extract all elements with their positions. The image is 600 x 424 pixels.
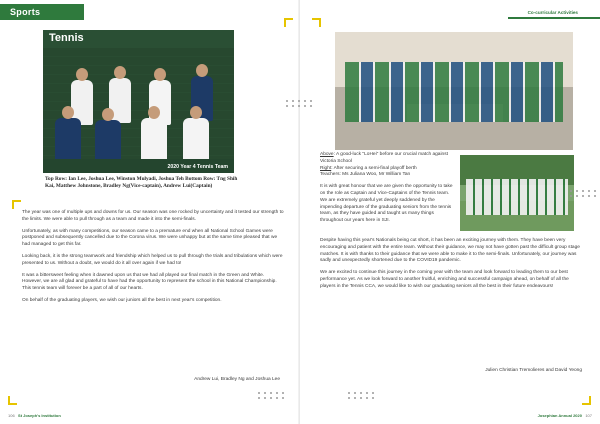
right-footer: [538, 413, 592, 418]
player-figure: [141, 118, 167, 163]
page-number: 106: [8, 413, 15, 418]
teachers: Teachers: Ms Juliana Woo, Mr William Tan: [320, 172, 411, 178]
photo-captions: [320, 152, 455, 230]
right-page: [300, 0, 600, 424]
player-figure: [55, 118, 81, 163]
tennis-team-photo: [43, 30, 234, 173]
footer-org: St Joseph's Institution: [18, 413, 61, 418]
paragraph: Looking back, it is the strong teamwork and friendship which helped us to pull through the trials and tribulations which were presented to us. Without a doubt, we would do it all over again if we had to!: [22, 253, 283, 266]
footer-org: Josephian Annual 2020: [537, 413, 582, 418]
caption-above-label: Above: [320, 152, 334, 157]
corner-bracket: [312, 18, 321, 27]
decorative-dots: [286, 100, 313, 107]
decorative-dots: [570, 190, 597, 197]
player-head: [190, 106, 202, 119]
semi-final-photo: [460, 155, 574, 231]
section-label-cca: Co-curricular Activities: [527, 10, 578, 15]
left-signature: Andrew Lui, Bradley Ng and Joshua Lee: [194, 377, 280, 382]
player-head: [114, 66, 126, 79]
paragraph: We are excited to continue this journey in the coming year with the team and look forward to leading them to our best performance yet. As we look forward to another fruitful, enriching and successful campaign ahead, on behalf of all the players in the Tennis CCA, we would like to wish our graduating seniors all the best in their future endeavours!: [320, 270, 569, 289]
photo-caption-strip: [43, 159, 234, 173]
corner-bracket: [582, 396, 591, 405]
left-footer: [8, 413, 61, 418]
team-group: [466, 179, 568, 215]
caption-above-text: : A good-luck "LoHei" before our crucial match against Victoria School: [320, 152, 448, 164]
player-head: [154, 68, 166, 81]
player-head: [196, 64, 208, 77]
caption-right-text: : After securing a semi-final playoff berth: [331, 165, 417, 171]
section-tab-sports: Sports: [0, 4, 84, 20]
paragraph: It is with great honour that we are given the opportunity to take on the role as Captain and Vice-Captains of the Tennis team. We are extremely grateful yet deeply saddened by the impending departure of the graduating seniors from the tennis team, as they have guided and taught us many things throughout our years here in SJI.: [320, 184, 453, 224]
team-group: [345, 62, 563, 122]
player-head: [76, 68, 88, 81]
photo-title: Tennis: [49, 32, 84, 44]
player-figure: [183, 118, 209, 163]
left-article: [22, 210, 284, 310]
paragraph: On behalf of the graduating players, we wish our juniors all the best in next year's competition.: [22, 297, 222, 303]
caption-above: [320, 152, 455, 166]
corner-bracket: [284, 18, 293, 27]
right-signature: Julien Christian Tremolieres and David Yeong: [485, 368, 582, 373]
player-head: [62, 106, 74, 119]
lohei-photo: [335, 32, 573, 150]
section-underline: [508, 17, 600, 19]
paragraph: Despite having this year's Nationals being cut short, it has been an exciting journey with them. They have been very encouraging and patient with the entire team. Without their guidance, we may not have gotten past the difficult group stage matches. It is with thanks to their guidance that we were able to make it to the semi-finals. Unfortunately, our journey was sadly and unexpectedly shortened due to the COVID19 pandemic.: [320, 238, 580, 264]
photo-caption: 2020 Year 4 Tennis Team: [167, 164, 228, 170]
page-number: 107: [585, 413, 592, 418]
player-head: [102, 108, 114, 121]
player-head: [148, 106, 160, 119]
paragraph: Unfortunately, as with many competitions, our season came to a premature end when all National School Games were postponed and subsequently cancelled due to the Corona virus. We were unhappy but at the same time pleased that we had managed to get this far.: [22, 228, 278, 248]
decorative-dots: [258, 392, 285, 399]
caption-right-label: Right: [320, 165, 332, 171]
team-names: Top Row: Ian Lee, Joshua Lee, Winston Mulyadi, Joshua Teh Bottom Row: Tng Shih Kai, Matthew Johnstone, Bradley Ng(Vice-captain), Andrew Lui(Captain): [45, 176, 238, 190]
photo-title-bar: [43, 30, 234, 48]
decorative-dots: [348, 392, 375, 399]
corner-bracket: [8, 396, 17, 405]
paragraph: It was a bittersweet feeling when it dawned upon us that we had all played our final match in the Green and White. However, we are all glad and grateful to have had the opportunity to represent the school in this National Championship. This tennis team will forever be a part of all of our hearts.: [22, 272, 277, 292]
paragraph: The year was one of multiple ups and downs for us. Our season was one rocked by uncertainty and it tested our strength to the limits. We were able to pull through as a team and made it into the semi-finals.: [22, 210, 284, 222]
right-article: [320, 238, 582, 296]
corner-bracket: [12, 200, 21, 209]
